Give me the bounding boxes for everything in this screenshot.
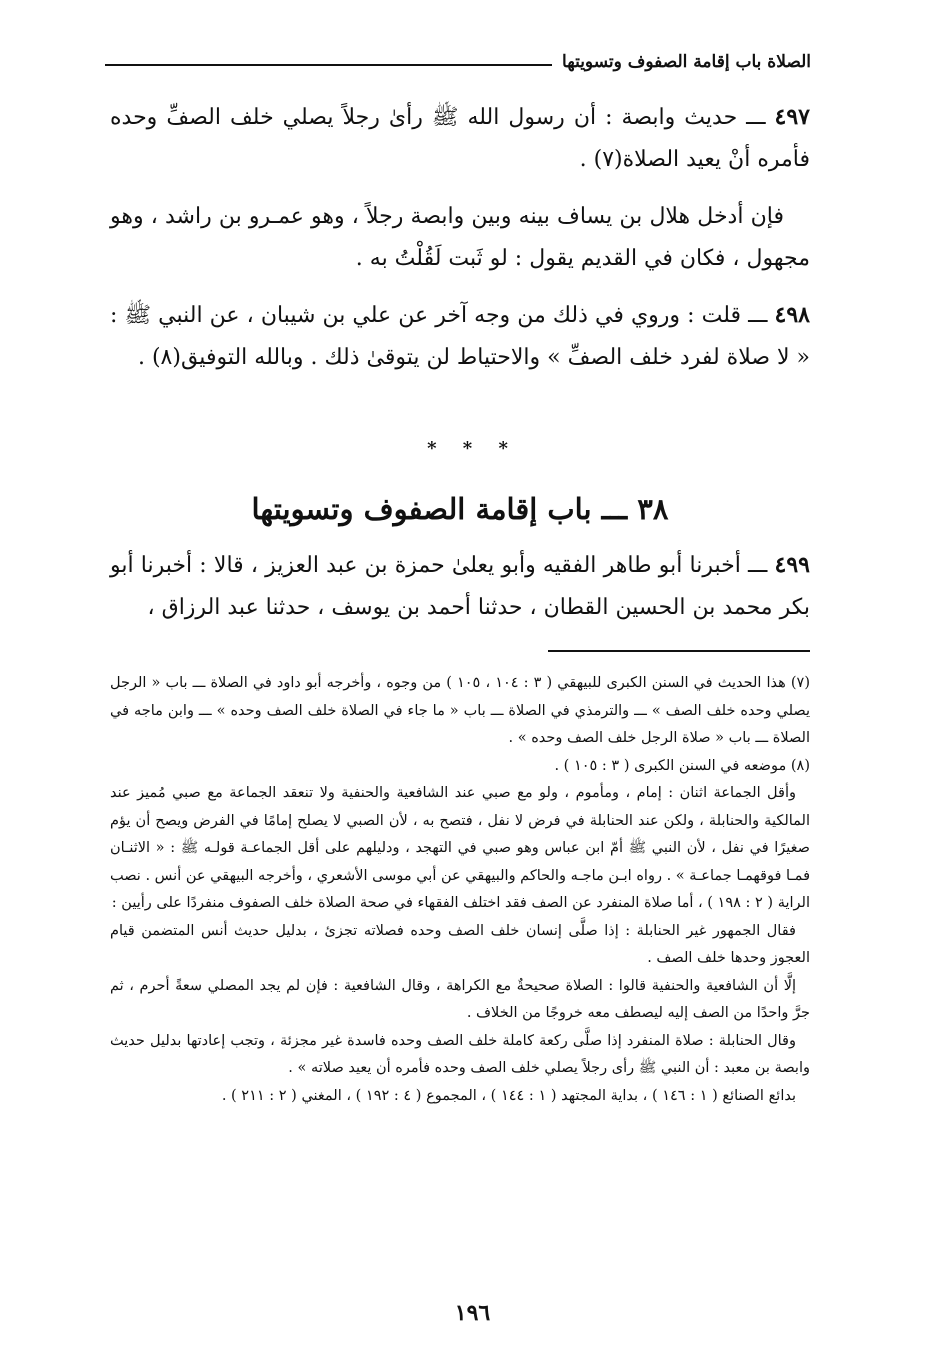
- hadith-number: ٤٩٨: [774, 302, 810, 328]
- hadith-number: ٤٩٩: [774, 552, 810, 578]
- hadith-text: ـــ حديث وابصة : أن رسول الله ﷺ رأىٰ رجلاً يصلي خلف الصفِّ وحده فأمره أنْ يعيد الصلاة(٧) .: [110, 105, 810, 172]
- page-number: ١٩٦: [454, 1300, 491, 1326]
- section-separator: * * *: [427, 438, 518, 459]
- footnote-8: (٨) موضعه في السنن الكبرى ( ٣ : ١٠٥ ) .: [554, 757, 810, 774]
- footnote-paragraph: وأقل الجماعة اثنان : إمام ، ومأموم ، ولو مع صبي عند الشافعية والحنفية ولا تنعقد الجماعة مع صبي مُميز عند المالكية والحنابلة ، ولكن عند الحنابلة في فرض لا نفل ، فتصح به ، لأن الصبي لا يصلح إمامًا في الفرض ويصح أن يؤم صغيرًا في نفل ، لأن النبي ﷺ أمّ ابن عباس وهو صبي في التهجد ، ودليلهم على أقل الجماعـة قولـه ﷺ : « الاثنـان فمـا فوقهمـا جماعـة » . رواه ابـن ماجـه والحاكم والبيهقي عن أبي موسى الأشعري ، وأخرجه البيهقي عن أنس . نصب الراية ( ٢ : ١٩٨ ) ، أما صلاة المنفرد عن الصف فقد اختلف الفقهاء في صحة الصلاة خلف الصفوف منفردًا على رأيين :: [110, 785, 810, 911]
- footnote-paragraph: وقال الحنابلة : صلاة المنفرد إذا صلَّى ركعة كاملة خلف الصف وحده فاسدة غير مجزئة ، وتجب إعادتها بدليل حديث وابصة بن معبد : أن النبي ﷺ رأى رجلاً يصلي خلف الصف وحده فأمره أن يعيد صلاته » .: [110, 1032, 810, 1076]
- hadith-text: ـــ أخبرنا أبو طاهر الفقيه وأبو يعلىٰ حمزة بن عبد العزيز ، قالا : أخبرنا أبو بكر محمد بن الحسين القطان ، حدثنا أحمد بن يوسف ، حدثنا عبد الرزاق ،: [110, 553, 810, 620]
- chapter-title: ٣٨ ـــ باب إقامة الصفوف وتسويتها: [251, 492, 669, 526]
- running-header: [105, 42, 811, 72]
- hadith-text: ـــ قلت : وروي في ذلك من وجه آخر عن علي بن شيبان ، عن النبي ﷺ : « لا صلاة لفرد خلف الصفِّ » والاحتياط لن يتوقىٰ ذلك . وبالله التوفيق(٨) .: [110, 303, 810, 370]
- hadith-498: [110, 294, 810, 379]
- header-rule: [105, 64, 552, 66]
- footnotes: [110, 670, 810, 1110]
- running-head-title: الصلاة باب إقامة الصفوف وتسويتها: [562, 52, 811, 72]
- hadith-number: ٤٩٧: [774, 104, 810, 130]
- footnote-rule: [548, 650, 810, 652]
- hadith-499: [110, 544, 810, 629]
- footnote-paragraph: فقال الجمهور غير الحنابلة : إذا صلَّى إنسان خلف الصف وحده فصلاته تجزئ ، بدليل حديث أنس المتضمن قيام العجوز وحدها خلف الصف .: [110, 922, 810, 966]
- hadith-497: [110, 96, 810, 181]
- footnote-paragraph: إلَّا أن الشافعية والحنفية قالوا : الصلاة صحيحةٌ مع الكراهة ، وقال الشافعية : فإن لم يجد المصلي سعةً أحرم ، ثم جرَّ واحدًا من الصف إليه ليصطف معه خروجًا من الخلاف .: [110, 977, 810, 1021]
- footnote-7: (٧) هذا الحديث في السنن الكبرى للبيهقي ( ٣ : ١٠٤ ، ١٠٥ ) من وجوه ، وأخرجه أبو داود في الصلاة ـــ باب « الرجل يصلي وحده خلف الصف » ـــ والترمذي في الصلاة ـــ باب « ما جاء في الصلاة خلف الصف وحده » ـــ وابن ماجه في الصلاة ـــ باب « صلاة الرجل خلف الصف وحده » .: [110, 675, 810, 746]
- paragraph-hilal: فإن أدخل هلال بن يساف بينه وبين وابصة رجلاً ، وهو عمـرو بن راشد ، وهو مجهول ، فكان في القديم يقول : لو ثَبت لَقُلْتُ به .: [110, 204, 810, 271]
- footnote-references: بدائع الصنائع ( ١ : ١٤٦ ) ، بداية المجتهد ( ١ : ١٤٤ ) ، المجموع ( ٤ : ١٩٢ ) ، المغني ( ٢ : ٢١١ ) .: [221, 1087, 796, 1104]
